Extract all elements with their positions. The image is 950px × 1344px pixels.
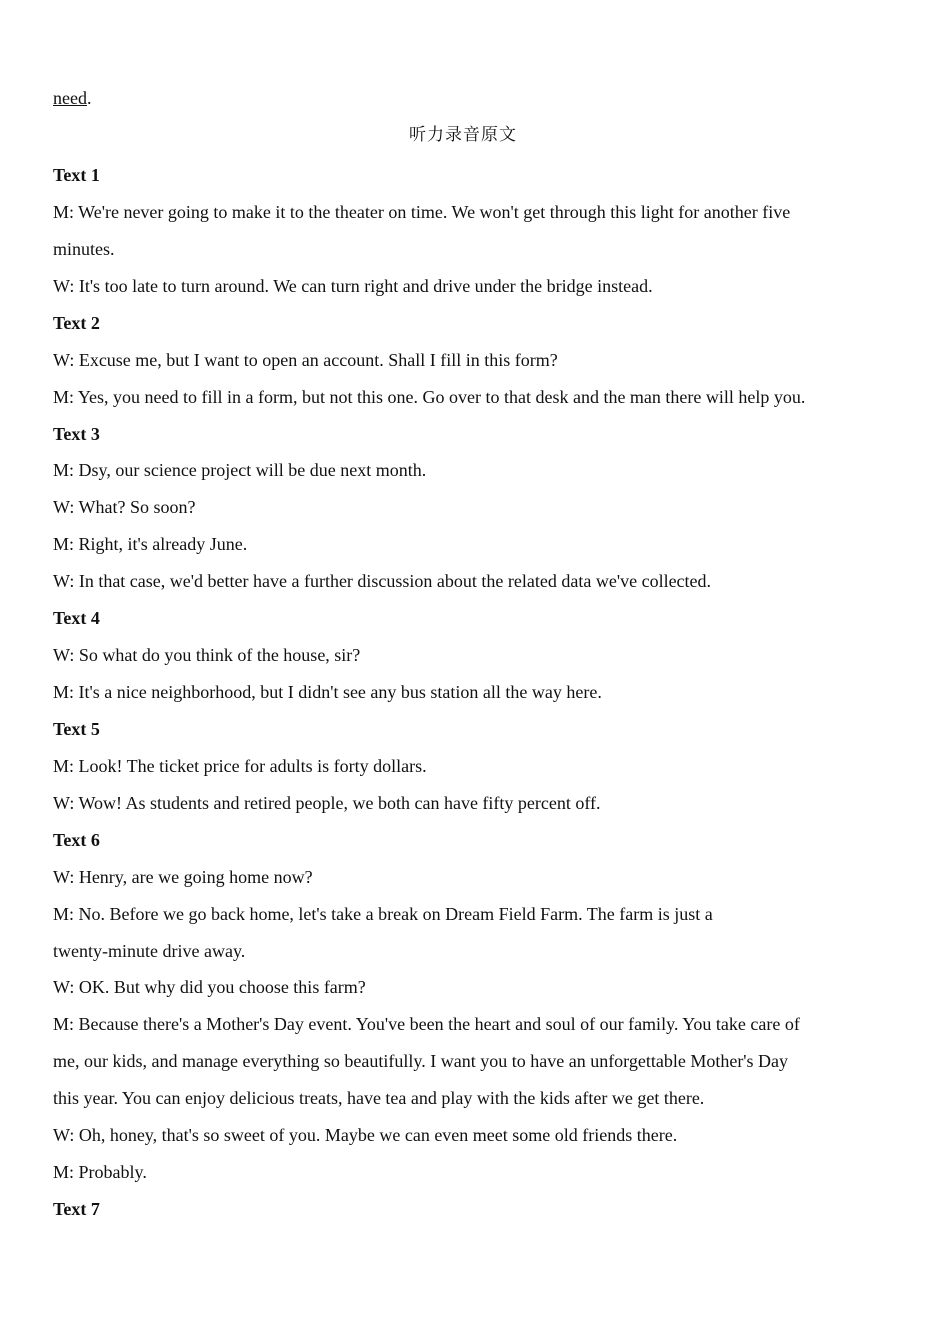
text-heading: Text 5 (53, 719, 100, 739)
dialogue-line: twenty-minute drive away. (53, 941, 246, 961)
dialogue-line: W: Excuse me, but I want to open an account. Shall I fill in this form? (53, 350, 558, 370)
dialogue-line: M: Probably. (53, 1162, 147, 1182)
dialogue-line: M: It's a nice neighborhood, but I didn't see any bus station all the way here. (53, 682, 602, 702)
section-title: 听力录音原文 (409, 125, 517, 145)
dialogue-line: M: Look! The ticket price for adults is forty dollars. (53, 756, 427, 776)
dialogue-line: M: We're never going to make it to the theater on time. We won't get through this light for another five (53, 202, 791, 222)
dialogue-line: M: Yes, you need to fill in a form, but not this one. Go over to that desk and the man there will help you. (53, 387, 806, 407)
text-heading: Text 2 (53, 313, 100, 333)
dialogue-line: M: Because there's a Mother's Day event. You've been the heart and soul of our family. You take care of (53, 1014, 800, 1034)
fragment-punctuation: . (86, 88, 92, 108)
dialogue-line: me, our kids, and manage everything so beautifully. I want you to have an unforgettable Mother's Day (53, 1051, 789, 1071)
text-heading: Text 1 (53, 165, 100, 185)
dialogue-line: W: Henry, are we going home now? (53, 867, 313, 887)
continued-text-fragment (53, 87, 91, 109)
text-heading: Text 6 (53, 830, 100, 850)
dialogue-line: W: Wow! As students and retired people, we both can have fifty percent off. (53, 793, 601, 813)
dialogue-line: this year. You can enjoy delicious treats, have tea and play with the kids after we get there. (53, 1088, 705, 1108)
text-heading: Text 4 (53, 608, 100, 628)
dialogue-line: M: No. Before we go back home, let's take a break on Dream Field Farm. The farm is just a (53, 904, 713, 924)
dialogue-line: W: Oh, honey, that's so sweet of you. Maybe we can even meet some old friends there. (53, 1125, 678, 1145)
dialogue-line: W: What? So soon? (53, 497, 196, 517)
text-heading: Text 3 (53, 424, 100, 444)
dialogue-line: W: So what do you think of the house, sir? (53, 645, 361, 665)
dialogue-line: M: Right, it's already June. (53, 534, 248, 554)
dialogue-line: W: In that case, we'd better have a further discussion about the related data we've collected. (53, 571, 712, 591)
underlined-word: need (53, 88, 87, 108)
dialogue-line: M: Dsy, our science project will be due next month. (53, 460, 427, 480)
text-heading: Text 7 (53, 1199, 100, 1219)
dialogue-line: W: It's too late to turn around. We can turn right and drive under the bridge instead. (53, 276, 653, 296)
dialogue-line: minutes. (53, 239, 115, 259)
dialogue-line: W: OK. But why did you choose this farm? (53, 977, 366, 997)
